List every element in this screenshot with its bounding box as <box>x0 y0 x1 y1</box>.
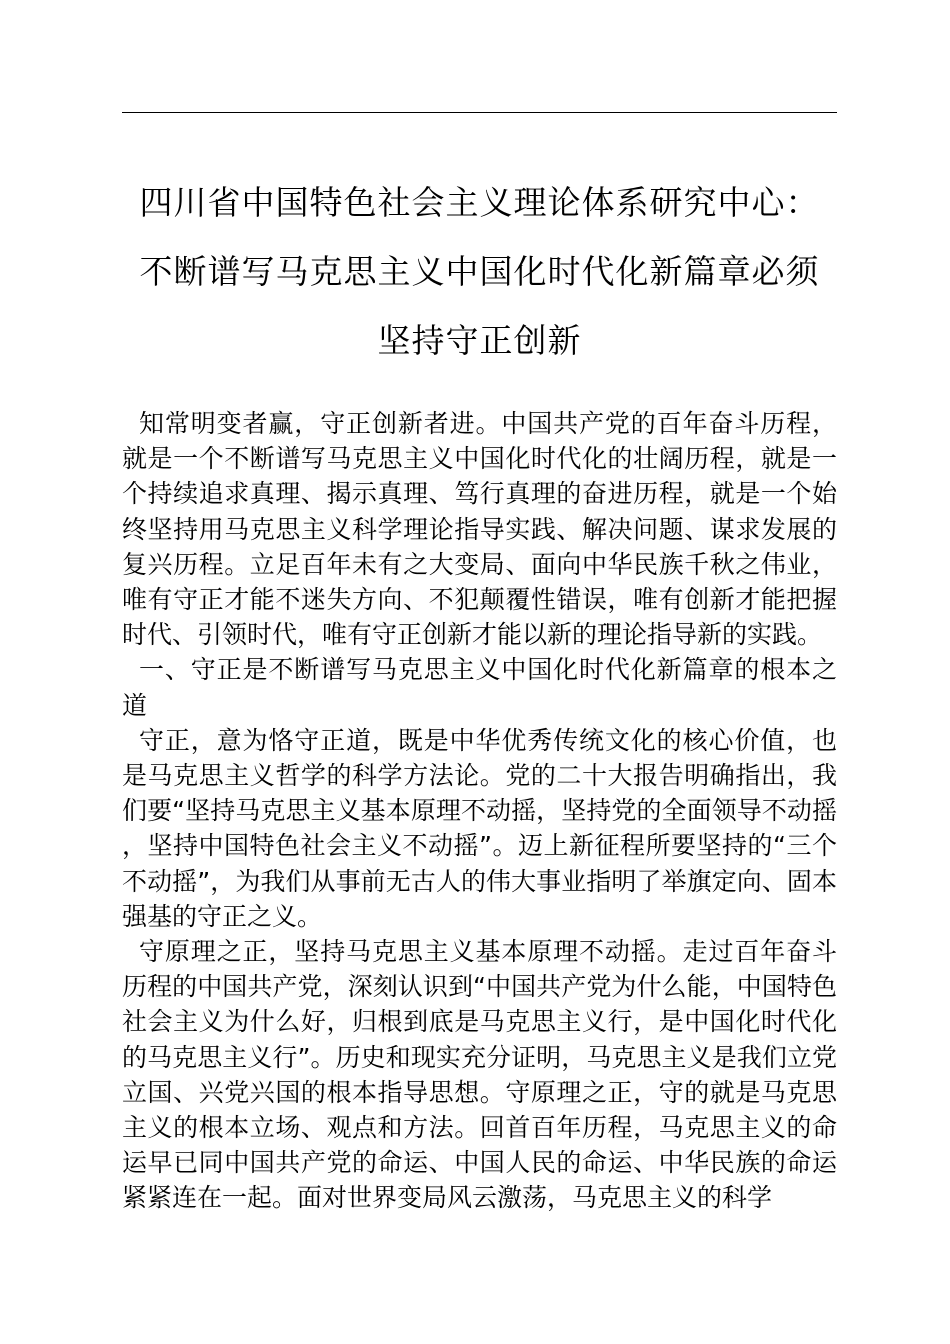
title-line-1: 四川省中国特色社会主义理论体系研究中心： <box>139 183 820 222</box>
document-body <box>122 406 837 1216</box>
paragraph-intro: 知常明变者赢，守正创新者进。中国共产党的百年奋斗历程，就是一个不断谱写马克思主义中国化时代化的壮阔历程，就是一个持续追求真理、揭示真理、笃行真理的奋进历程，就是一个始终坚持用马克思主义科学理论指导实践、解决问题、谋求发展的复兴历程。立足百年未有之大变局、面向中华民族千秋之伟业，唯有守正才能不迷失方向、不犯颠覆性错误，唯有创新才能把握时代、引领时代，唯有守正创新才能以新的理论指导新的实践。 <box>122 409 837 650</box>
document-title <box>122 168 837 375</box>
paragraph-yuanli: 守原理之正，坚持马克思主义基本原理不动摇。走过百年奋斗历程的中国共产党，深刻认识到“中国共产党为什么能，中国特色社会主义为什么好，归根到底是马克思主义行，是中国化时代化的马克思主义行”。历史和现实充分证明，马克思主义是我们立党立国、兴党兴国的根本指导思想。守原理之正，守的就是马克思主义的根本立场、观点和方法。回首百年历程，马克思主义的命运早已同中国共产党的命运、中国人民的命运、中华民族的命运紧紧连在一起。面对世界变局风云激荡，马克思主义的科学 <box>122 937 837 1213</box>
top-rule <box>122 112 837 113</box>
title-line-3: 坚持守正创新 <box>377 321 582 360</box>
section-heading-1: 一、守正是不断谱写马克思主义中国化时代化新篇章的根本之道 <box>122 655 837 720</box>
title-line-2: 不断谱写马克思主义中国化时代化新篇章必须 <box>139 252 820 291</box>
paragraph-shouzheng: 守正，意为恪守正道，既是中华优秀传统文化的核心价值，也是马克思主义哲学的科学方法论。党的二十大报告明确指出，我们要“坚持马克思主义基本原理不动摇，坚持党的全面领导不动摇，坚持中国特色社会主义不动摇”。迈上新征程所要坚持的“三个不动摇”，为我们从事前无古人的伟大事业指明了举旗定向、固本强基的守正之义。 <box>122 725 837 931</box>
